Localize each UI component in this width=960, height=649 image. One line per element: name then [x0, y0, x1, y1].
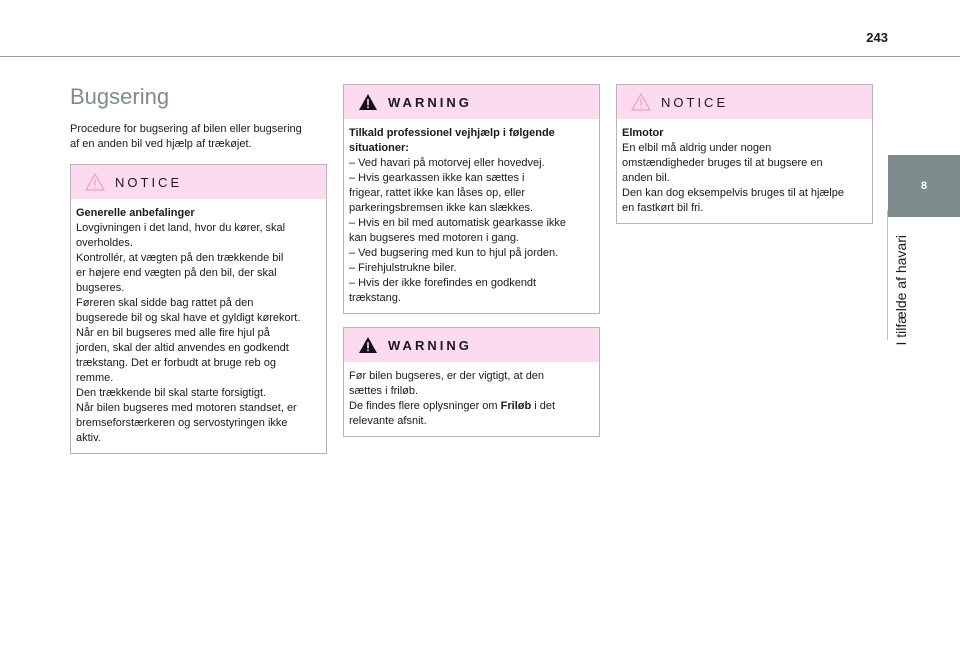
- warning-line: kan bugseres med motoren i gang.: [349, 232, 519, 244]
- notice-line: trækstang. Det er forbudt at bruge reb og: [76, 357, 276, 369]
- warning-label: WARNING: [388, 94, 472, 110]
- column-1: [70, 84, 326, 467]
- notice-body: [71, 199, 326, 453]
- warning-reference-line: [349, 399, 594, 414]
- caution-outline-icon: [631, 93, 651, 111]
- notice-heading: Generelle anbefalinger: [76, 207, 195, 219]
- section-intro: [70, 122, 326, 152]
- warning-body: [344, 362, 599, 436]
- notice-line: aktiv.: [76, 432, 101, 444]
- warning-line: – Hvis gearkassen ikke kan sættes i: [349, 172, 525, 184]
- warning-line: trækstang.: [349, 292, 401, 304]
- notice-line: en fastkørt bil fri.: [622, 202, 704, 214]
- notice-label: NOTICE: [115, 174, 183, 190]
- intro-line: af en anden bil ved hjælp af trækøjet.: [70, 138, 252, 150]
- chapter-title-vertical: [886, 220, 916, 360]
- notice-line: Den trækkende bil skal starte forsigtigt.: [76, 387, 267, 399]
- caution-outline-icon: [85, 173, 105, 191]
- warning-label: WARNING: [388, 337, 472, 353]
- reference-link-text: Friløb: [500, 400, 532, 412]
- warning-body: [344, 119, 599, 313]
- warning-line: parkeringsbremsen ikke kan slækkes.: [349, 202, 534, 214]
- notice-line: overholdes.: [76, 237, 133, 249]
- notice-label: NOTICE: [661, 94, 729, 110]
- warning-line: Før bilen bugseres, er der vigtigt, at den: [349, 370, 545, 382]
- column-3: [616, 84, 872, 237]
- page-number: 243: [866, 30, 888, 45]
- notice-line: Kontrollér, at vægten på den trækkende bil: [76, 252, 284, 264]
- warning-line: sættes i friløb.: [349, 385, 419, 397]
- warning-line: – Hvis der ikke forefindes en godkendt: [349, 277, 537, 289]
- warning-heading-line: Tilkald professionel vejhjælp i følgende: [349, 127, 555, 139]
- notice-line: Lovgivningen i det land, hvor du kører, skal: [76, 222, 286, 234]
- warning-filled-icon: [358, 93, 378, 111]
- notice-line: En elbil må aldrig under nogen: [622, 142, 772, 154]
- notice-line: bremseforstærkeren og servostyringen ikke: [76, 417, 288, 429]
- notice-box-electric: [616, 84, 873, 224]
- chapter-number-tab: 8: [888, 155, 960, 217]
- notice-line: er højere end vægten på den bil, der skal: [76, 267, 277, 279]
- warning-box-assistance: [343, 84, 600, 314]
- notice-line: Den kan dog eksempelvis bruges til at hjælpe: [622, 187, 844, 199]
- header-divider: [0, 56, 960, 57]
- warning-heading-line: situationer:: [349, 142, 409, 154]
- notice-box-general: [70, 164, 327, 454]
- reference-prefix: De findes flere oplysninger om: [349, 400, 501, 412]
- notice-line: Når en bil bugseres med alle fire hjul på: [76, 327, 270, 339]
- section-title: Bugsering: [70, 84, 170, 109]
- warning-line: – Firehjulstrukne biler.: [349, 262, 457, 274]
- intro-line: Procedure for bugsering af bilen eller bugsering: [70, 123, 302, 135]
- reference-suffix: i det: [531, 400, 556, 412]
- warning-line: – Ved bugsering med kun to hjul på jorden.: [349, 247, 559, 259]
- warning-header: [344, 328, 599, 362]
- warning-line: frigear, rattet ikke kan låses op, eller: [349, 187, 526, 199]
- warning-header: [344, 85, 599, 119]
- notice-line: remme.: [76, 372, 114, 384]
- notice-line: bugserede bil og skal have et gyldigt kørekort.: [76, 312, 301, 324]
- notice-line: anden bil.: [622, 172, 670, 184]
- notice-line: omstændigheder bruges til at bugsere en: [622, 157, 823, 169]
- warning-line: – Hvis en bil med automatisk gearkasse ikke: [349, 217, 567, 229]
- notice-header: [617, 85, 872, 119]
- notice-body: [617, 119, 872, 223]
- notice-header: [71, 165, 326, 199]
- notice-line: jorden, skal der altid anvendes en godkendt: [76, 342, 289, 354]
- warning-box-freewheel: [343, 327, 600, 437]
- warning-filled-icon: [358, 336, 378, 354]
- notice-line: bugseres.: [76, 282, 125, 294]
- warning-line: relevante afsnit.: [349, 415, 427, 427]
- notice-heading: Elmotor: [622, 127, 664, 139]
- notice-line: Når bilen bugseres med motoren standset, er: [76, 402, 297, 414]
- chapter-title: I tilfælde af havari: [893, 234, 909, 346]
- warning-line: – Ved havari på motorvej eller hovedvej.: [349, 157, 545, 169]
- column-2: [343, 84, 599, 450]
- notice-line: Føreren skal sidde bag rattet på den: [76, 297, 254, 309]
